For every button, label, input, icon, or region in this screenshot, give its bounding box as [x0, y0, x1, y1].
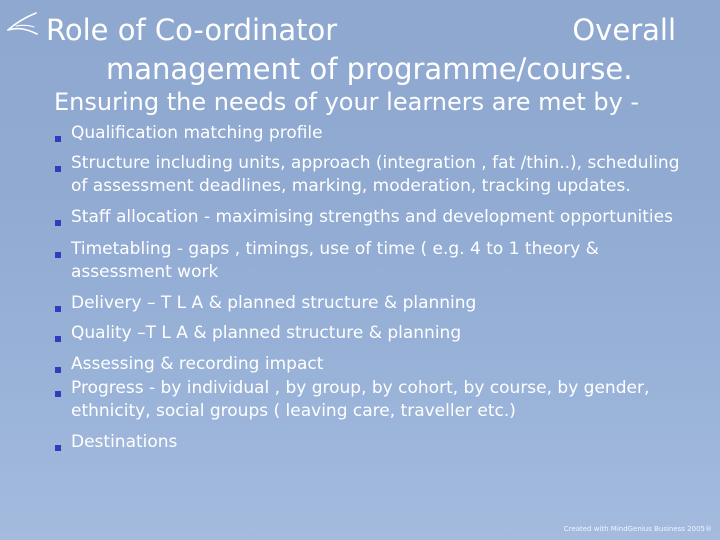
- slide-title-part2: Overall: [572, 13, 676, 47]
- bullet-text: Qualification matching profile: [71, 123, 323, 143]
- bullet-text: Staff allocation - maximising strengths and development opportunities: [71, 207, 673, 227]
- square-bullet-icon: [55, 306, 61, 312]
- bullet-text: Structure including units, approach (integration , fat /thin..), scheduling of assessment deadlines, marking, moderation, tracking updates.: [71, 153, 680, 196]
- square-bullet-icon: [55, 391, 61, 397]
- bullet-list: [54, 122, 694, 454]
- square-bullet-icon: [55, 445, 61, 451]
- bullet-item-progress: [54, 377, 694, 423]
- square-bullet-icon: [55, 136, 61, 142]
- footer-credit: Created with MindGenius Business 2005®: [563, 525, 712, 533]
- bullet-text: Timetabling - gaps , timings, use of time ( e.g. 4 to 1 theory & assessment work: [71, 239, 599, 282]
- square-bullet-icon: [55, 166, 61, 172]
- bullet-text: Destinations: [71, 432, 178, 452]
- bullet-item-destinations: [54, 431, 694, 454]
- square-bullet-icon: [55, 252, 61, 258]
- bullet-text: Delivery – T L A & planned structure & planning: [71, 293, 477, 313]
- bullet-item-timetabling: [54, 238, 694, 284]
- square-bullet-icon: [55, 336, 61, 342]
- bullet-text: Progress - by individual , by group, by cohort, by course, by gender, ethnicity, social groups ( leaving care, traveller etc.): [71, 378, 650, 421]
- square-bullet-icon: [55, 367, 61, 373]
- slide-title-part3: management of programme/course.: [106, 52, 633, 86]
- bullet-item-structure: [54, 152, 694, 198]
- bullet-text: Quality –T L A & planned structure & planning: [71, 323, 462, 343]
- bullet-item-assessing: [54, 353, 694, 376]
- slide-title-part1: Role of Co-ordinator: [46, 13, 338, 47]
- bullet-item-qualification: [54, 122, 694, 145]
- slide-subtitle: Ensuring the needs of your learners are met by -: [54, 88, 640, 116]
- swoosh-logo-icon: [6, 10, 44, 42]
- bullet-item-delivery: [54, 292, 694, 315]
- bullet-item-staff: [54, 206, 694, 229]
- bullet-item-quality: [54, 322, 694, 345]
- bullet-text: Assessing & recording impact: [71, 354, 324, 374]
- square-bullet-icon: [55, 220, 61, 226]
